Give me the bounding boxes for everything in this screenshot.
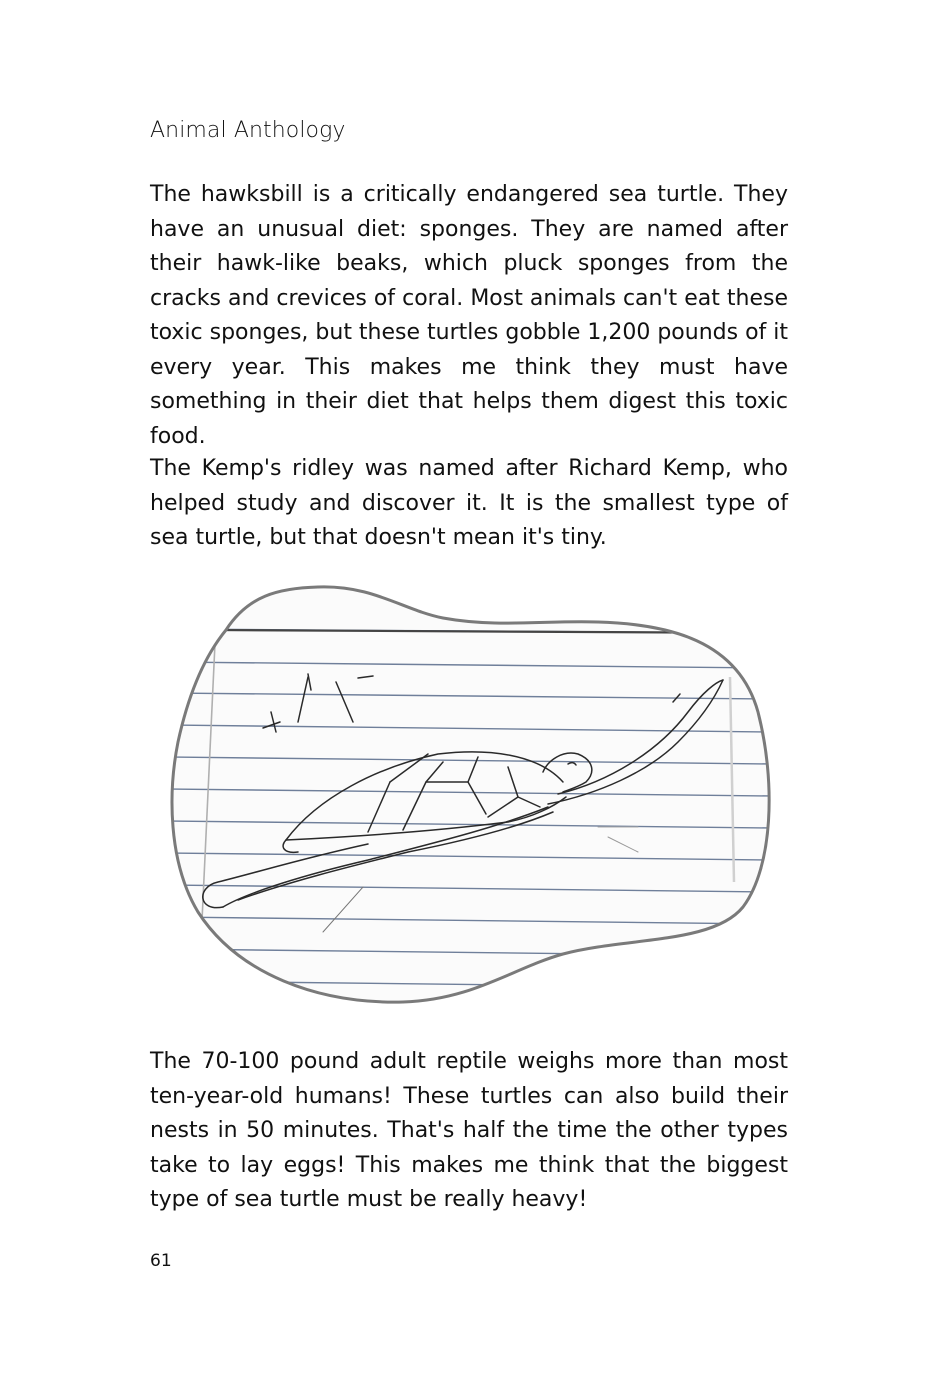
paragraph-hawksbill: The hawksbill is a critically endangered sea turtle. They have an unusual diet: sponges. They are named after their hawk-like beaks, which pluck sponges from the cracks and crevices of coral. Most animals can't eat these toxic sponges, but these turtles gobble 1,200 pounds of it every year. This makes me think they must have something in their diet that helps them digest this toxic food. bbox=[150, 182, 789, 449]
paragraph-kemps-ridley: The Kemp's ridley was named after Richard Kemp, who helped study and discover it. It is the smallest type of sea turtle, but that doesn't mean it's tiny. bbox=[150, 456, 788, 550]
sea-turtle-drawing-icon bbox=[168, 582, 772, 1006]
paragraph-turtle-weight: The 70-100 pound adult reptile weighs more than most ten-year-old humans! These turtles can also build their nests in 50 minutes. That's half the time the other types take to lay eggs! This makes me think that the biggest type of sea turtle must be really heavy! bbox=[150, 1049, 788, 1212]
page-header: Animal Anthology bbox=[150, 118, 346, 143]
page-number: 61 bbox=[150, 1251, 172, 1271]
